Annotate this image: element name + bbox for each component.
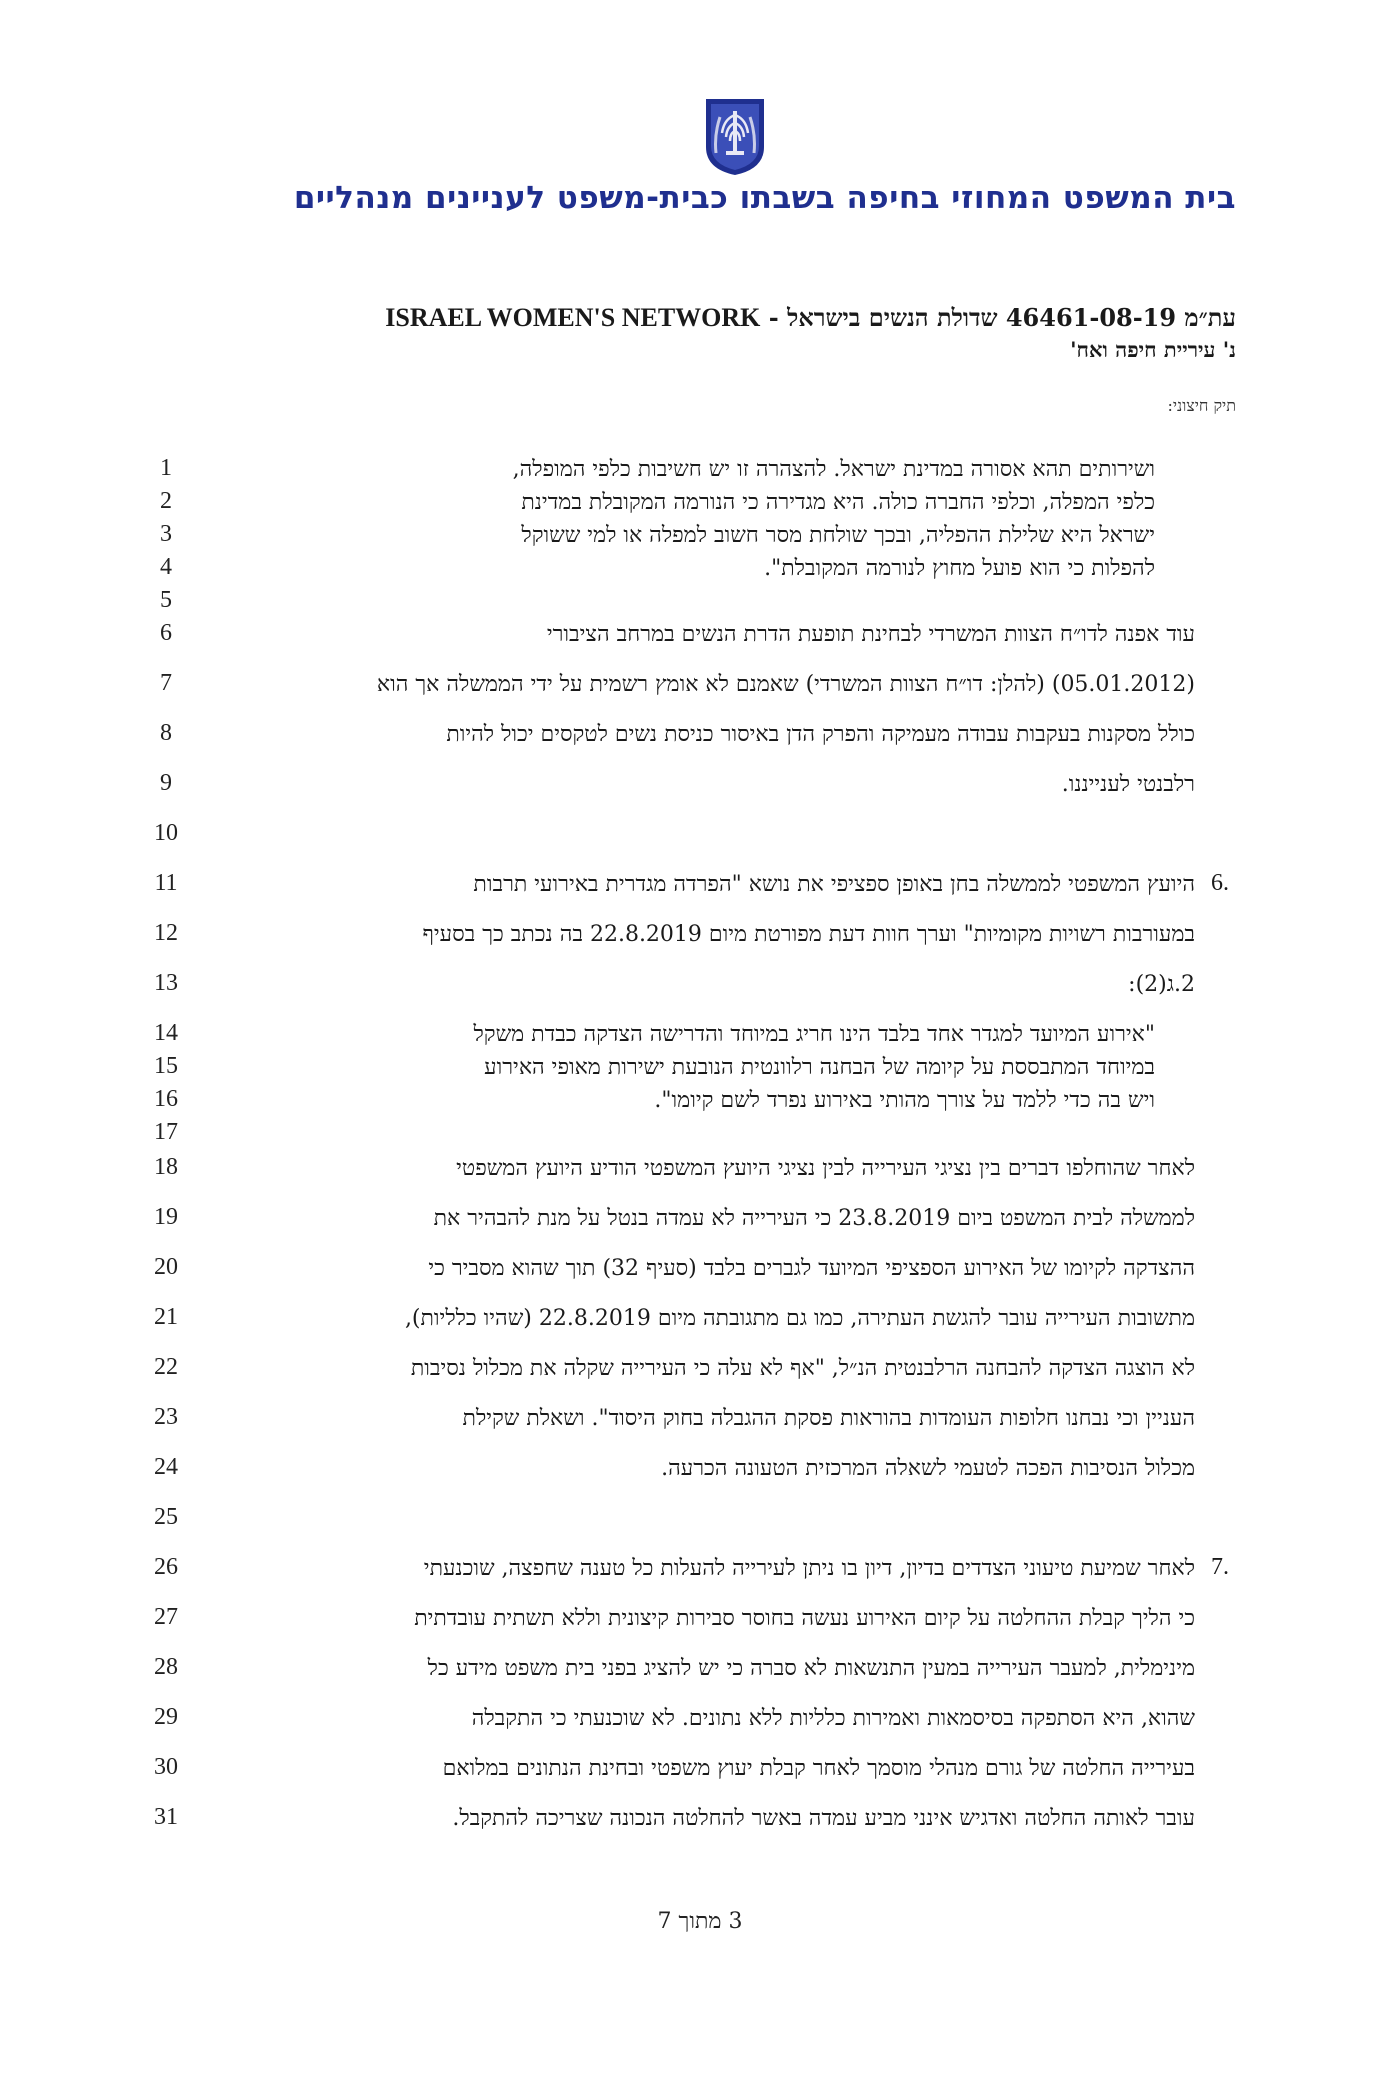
- line-number: 8: [160, 720, 172, 746]
- line-number: 1: [160, 455, 172, 481]
- line-number: 16: [154, 1086, 178, 1112]
- body-text-line: כי הליך קבלת ההחלטה על קיום האירוע נעשה בחוסר סבירות קיצונית וללא תשתית עובדתית: [414, 1606, 1195, 1631]
- line-number: 18: [154, 1154, 178, 1180]
- body-text-line: לא הוצגה הצדקה להבחנה הרלבנטית הנ״ל, "אף לא עלה כי העירייה שקלה את מכלול נסיבות: [410, 1356, 1195, 1381]
- body-text-line: לאחר שמיעת טיעוני הצדדים בדיון, דיון בו ניתן לעירייה להעלות כל טענה שחפצה, שוכנעתי: [423, 1556, 1195, 1581]
- quoted-text-line: "אירוע המיועד למגדר אחד בלבד הינו חריג במיוחד והדרישה הצדקה כבדת משקל: [473, 1022, 1155, 1047]
- line-number: 10: [154, 820, 178, 846]
- line-number: 3: [160, 521, 172, 547]
- body-text-line: במעורבות רשויות מקומיות" וערך חוות דעת מפורטת מיום 22.8.2019 בה נכתב כך בסעיף: [422, 922, 1195, 947]
- quoted-text-line: ישראל היא שלילת ההפליה, ובכך שולחת מסר חשוב למפלה או למי ששוקל: [521, 523, 1155, 548]
- body-text-line: 2.ג(2):: [1128, 972, 1195, 997]
- case-respondents: נ' עיריית חיפה ואח': [1070, 337, 1236, 362]
- body-text-line: כולל מסקנות בעקבות עבודה מעמיקה והפרק הדן באיסור כניסת נשים לטקסים יכול להיות: [446, 722, 1195, 747]
- line-number: 11: [154, 870, 178, 896]
- line-number: 12: [154, 920, 178, 946]
- body-text-line: שהוא, היא הסתפקה בסיסמאות ואמירות כלליות ללא נתונים. לא שוכנעתי כי התקבלה: [471, 1706, 1195, 1731]
- line-number: 23: [154, 1404, 178, 1430]
- body-text-line: רלבנטי לענייננו.: [1061, 772, 1195, 797]
- body-text-line: היועץ המשפטי לממשלה בחן באופן ספציפי את נושא "הפרדה מגדרית באירועי תרבות: [473, 872, 1195, 897]
- line-number: 26: [154, 1554, 178, 1580]
- line-number: 21: [154, 1304, 178, 1330]
- line-number: 28: [154, 1654, 178, 1680]
- line-number: 6: [160, 620, 172, 646]
- line-number: 29: [154, 1704, 178, 1730]
- quoted-text-line: במיוחד המתבססת על קיומה של הבחנה רלוונטית הנובעת ישירות מאופי האירוע: [484, 1055, 1155, 1080]
- line-number: 7: [160, 670, 172, 696]
- line-number: 30: [154, 1754, 178, 1780]
- line-number: 15: [154, 1053, 178, 1079]
- line-number: 25: [154, 1504, 178, 1530]
- line-number: 14: [154, 1020, 178, 1046]
- body-text-line: (05.01.2012) (להלן: דו״ח הצוות המשרדי) שאמנם לא אומץ רשמית על ידי הממשלה אך הוא: [376, 672, 1195, 697]
- quoted-text-line: ושירותים תהא אסורה במדינת ישראל. להצהרה זו יש חשיבות כלפי המופלה,: [512, 457, 1155, 482]
- body-text-line: לאחר שהוחלפו דברים בין נציגי העירייה לבין נציגי היועץ המשפטי הודיע היועץ המשפטי: [456, 1156, 1195, 1181]
- body-text-line: עוד אפנה לדו״ח הצוות המשרדי לבחינת תופעת הדרת הנשים במרחב הציבורי: [546, 622, 1195, 647]
- page-number: 3 מתוך 7: [657, 1909, 743, 1934]
- line-number: 2: [160, 488, 172, 514]
- body-text-line: עובר לאותה החלטה ואדגיש אינני מביע עמדה באשר להחלטה הנכונה שצריכה להתקבל.: [452, 1806, 1195, 1831]
- line-number: 9: [160, 770, 172, 796]
- paragraph-number: 7.: [1211, 1554, 1229, 1580]
- body-text-line: ההצדקה לקיומו של האירוע הספציפי המיועד לגברים בלבד (סעיף 32) תוך שהוא מסביר כי: [428, 1256, 1195, 1281]
- court-name: בית המשפט המחוזי בחיפה בשבתו כבית-משפט לעניינים מנהליים: [293, 180, 1236, 216]
- line-number: 20: [154, 1254, 178, 1280]
- body-text-line: מתשובות העירייה עובר להגשת העתירה, כמו גם מתגובתה מיום 22.8.2019 (שהיו כלליות),: [404, 1306, 1195, 1331]
- line-number: 13: [154, 970, 178, 996]
- body-text-line: בעירייה החלטה של גורם מנהלי מוסמך לאחר קבלת יעוץ משפטי ובחינת הנתונים במלואם: [442, 1756, 1195, 1781]
- case-title: [240, 303, 1236, 333]
- body-text-line: מכלול הנסיבות הפכה לטעמי לשאלה המרכזית הטעונה הכרעה.: [661, 1456, 1195, 1481]
- body-text-line: לממשלה לבית המשפט ביום 23.8.2019 כי העירייה לא עמדה בנטל על מנת להבהיר את: [433, 1206, 1195, 1231]
- line-number: 24: [154, 1454, 178, 1480]
- line-number: 19: [154, 1204, 178, 1230]
- quoted-text-line: ויש בה כדי ללמד על צורך מהותי באירוע נפרד לשם קיומו".: [654, 1088, 1155, 1113]
- quoted-text-line: כלפי המפלה, וכלפי החברה כולה. היא מגדירה כי הנורמה המקובלת במדינת: [521, 490, 1155, 515]
- paragraph-number: 6.: [1211, 870, 1229, 896]
- case-number: עת״מ 46461-08-19 שדולת הנשים בישראל -: [768, 303, 1236, 332]
- line-number: 4: [160, 554, 172, 580]
- body-text-line: העניין וכי נבחנו חלופות העומדות בהוראות פסקת ההגבלה בחוק היסוד". ושאלת שקילת: [462, 1406, 1195, 1431]
- line-number: 22: [154, 1354, 178, 1380]
- line-number: 31: [154, 1804, 178, 1830]
- external-case-label: תיק חיצוני:: [1167, 396, 1236, 415]
- state-emblem-icon: [702, 95, 768, 177]
- line-number: 17: [154, 1119, 178, 1145]
- line-number: 27: [154, 1604, 178, 1630]
- line-number: 5: [160, 587, 172, 613]
- quoted-text-line: להפלות כי הוא פועל מחוץ לנורמה המקובלת".: [764, 556, 1155, 581]
- case-petitioner-english: ISRAEL WOMEN'S NETWORK: [385, 303, 761, 332]
- body-text-line: מינימלית, למעבר העירייה במעין התנשאות לא סברה כי יש להציג בפני בית משפט מידע כל: [427, 1656, 1195, 1681]
